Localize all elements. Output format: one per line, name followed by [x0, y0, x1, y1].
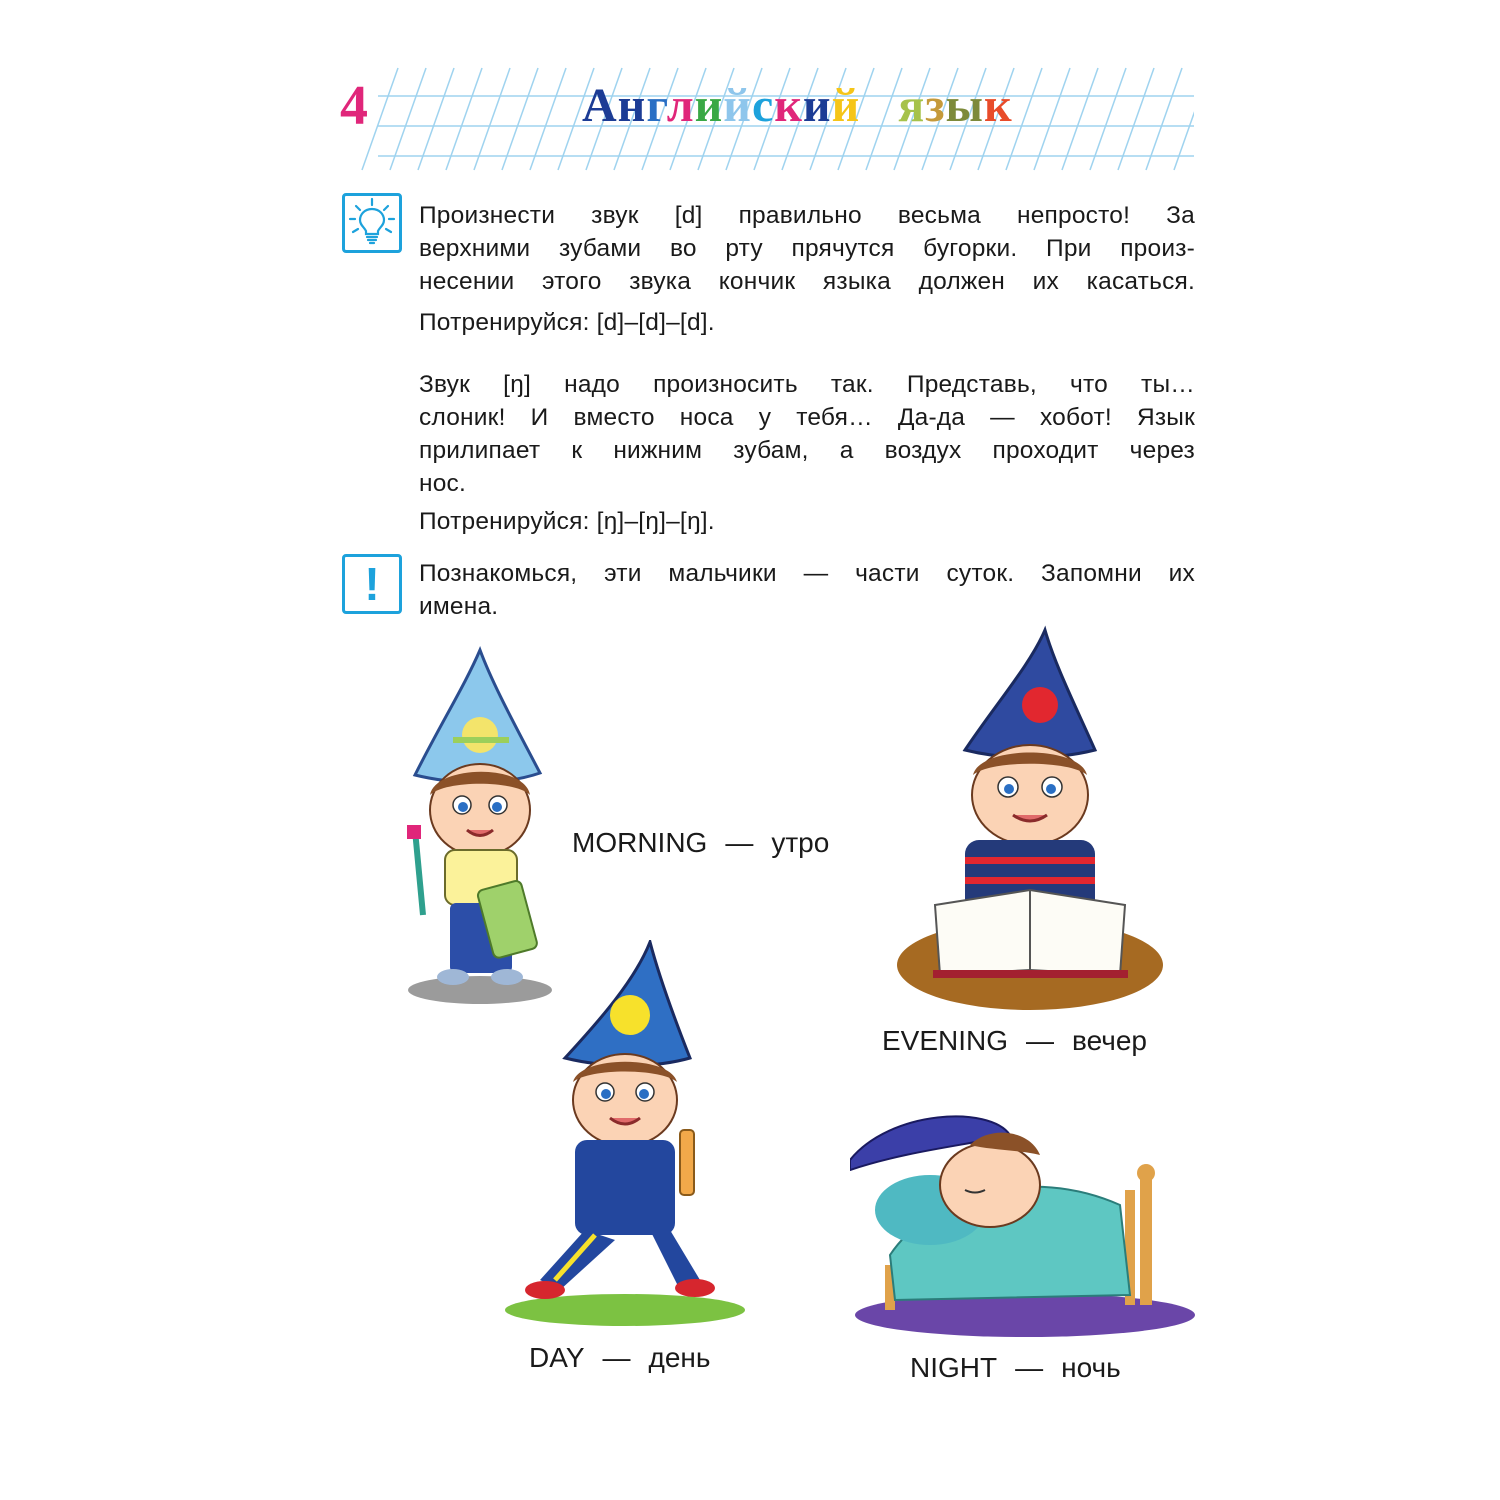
title-letter: с	[751, 79, 775, 132]
page-title	[582, 79, 1013, 132]
light-bulb-icon	[345, 196, 399, 250]
page-number: 4	[340, 75, 368, 137]
title-letter: л	[666, 79, 695, 132]
title-letter: и	[694, 79, 724, 132]
label-ru: утро	[771, 827, 830, 858]
paragraph-intro	[419, 557, 1195, 623]
label-dash: —	[1026, 1025, 1055, 1056]
title-letter: А	[582, 79, 618, 132]
title-letter: и	[802, 79, 832, 132]
day-boy-illustration	[500, 940, 750, 1330]
title-letter: ы	[945, 79, 984, 132]
label-dash: —	[1015, 1352, 1044, 1383]
evening-boy-illustration	[895, 625, 1170, 1020]
label-morning	[572, 827, 829, 859]
label-ru: вечер	[1072, 1025, 1147, 1056]
label-en: EVENING	[882, 1025, 1009, 1056]
text-line: Произнести звук [d] правильно весьма непросто! За	[419, 202, 1195, 229]
text-line: имена.	[419, 593, 499, 620]
page-header	[338, 64, 1194, 174]
label-en: MORNING	[572, 827, 708, 858]
label-ru: ночь	[1061, 1352, 1121, 1383]
text-line: Звук [ŋ] надо произносить так. Представь, что ты…	[419, 371, 1195, 398]
text-line: Познакомься, эти мальчики — части суток. Запомни их	[419, 560, 1195, 587]
title-letter: г	[646, 79, 667, 132]
text-line: нос.	[419, 470, 467, 497]
attention-box	[342, 554, 402, 614]
tip-box	[342, 193, 402, 253]
title-letter: з	[925, 79, 946, 132]
label-dash: —	[602, 1342, 631, 1373]
label-dash: —	[725, 827, 754, 858]
title-letter: к	[983, 79, 1013, 132]
label-evening	[882, 1025, 1147, 1057]
text-line: верхними зубами во рту прячутся бугорки. При произ-	[419, 235, 1195, 262]
paragraph-ng-sound	[419, 368, 1195, 500]
text-line: несении этого звука кончик языка должен их касаться.	[419, 268, 1195, 295]
title-letter: й	[723, 79, 752, 132]
label-ru: день	[648, 1342, 711, 1373]
text-line: слоник! И вместо носа у тебя… Да-да — хобот! Язык	[419, 404, 1195, 431]
practice-ng: Потренируйся: [ŋ]–[ŋ]–[ŋ].	[419, 508, 715, 535]
exclamation-icon: !	[364, 558, 380, 610]
label-en: DAY	[529, 1342, 585, 1373]
title-letter: н	[617, 79, 647, 132]
label-day	[529, 1342, 710, 1374]
night-boy-illustration	[850, 1105, 1200, 1345]
paragraph-d-sound	[419, 199, 1195, 298]
title-letter	[860, 82, 898, 130]
practice-d: Потренируйся: [d]–[d]–[d].	[419, 309, 715, 336]
title-letter: я	[898, 79, 926, 132]
title-letter: к	[774, 79, 803, 132]
label-night	[910, 1352, 1121, 1384]
label-en: NIGHT	[910, 1352, 998, 1383]
text-line: прилипает к нижним зубам, а воздух проходит через	[419, 437, 1195, 464]
title-letter: й	[831, 79, 861, 132]
